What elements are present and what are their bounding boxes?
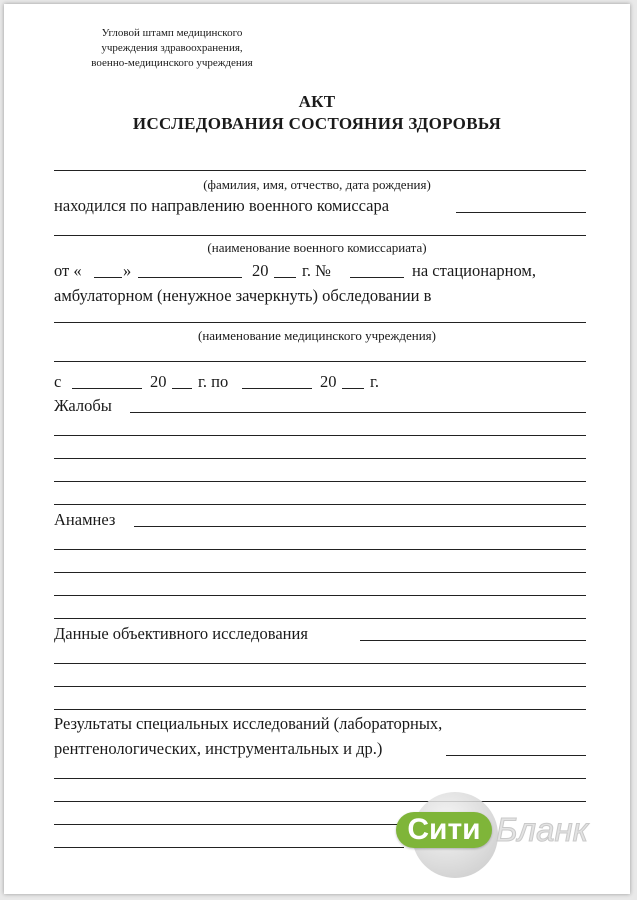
- doc-title: АКТ: [298, 92, 336, 111]
- anamnesis-line-2[interactable]: [54, 549, 586, 550]
- anamnesis-line-3[interactable]: [54, 572, 586, 573]
- special-line-4[interactable]: [54, 824, 404, 825]
- quote-close: »: [123, 261, 132, 280]
- g-no-label: г. №: [302, 261, 331, 280]
- commissariat-caption: (наименование военного комиссариата): [207, 240, 427, 255]
- logo-part-2: Бланк: [496, 811, 589, 848]
- commissar-line[interactable]: [456, 212, 586, 213]
- special-line-2[interactable]: [54, 778, 586, 779]
- g-po-label: г. по: [198, 372, 229, 391]
- objective-line-1[interactable]: [360, 640, 586, 641]
- year-prefix-2: 20: [150, 372, 167, 391]
- year-prefix-3: 20: [320, 372, 337, 391]
- objective-line-4[interactable]: [54, 709, 586, 710]
- special-label-2: рентгенологических, инструментальных и др.): [54, 739, 383, 758]
- stamp-line-2: учреждения здравоохранения,: [101, 42, 243, 54]
- number-field[interactable]: [350, 277, 404, 278]
- sitiblank-logo: [390, 790, 630, 890]
- ambulatory-label: амбулаторном (ненужное зачеркнуть) обследовании в: [54, 286, 432, 305]
- year-prefix-1: 20: [252, 261, 269, 280]
- form-sheet: [4, 4, 630, 894]
- complaints-label: Жалобы: [54, 396, 112, 415]
- s-label: с: [54, 372, 62, 391]
- year-field-1[interactable]: [274, 277, 296, 278]
- anamnesis-line-5[interactable]: [54, 618, 586, 619]
- complaints-line-5[interactable]: [54, 504, 586, 505]
- from-label: от «: [54, 261, 82, 280]
- stamp-line-1: Угловой штамп медицинского: [101, 27, 243, 39]
- special-label-1: Результаты специальных исследований (лабораторных,: [54, 714, 443, 733]
- g-end-label: г.: [370, 372, 380, 391]
- anamnesis-label: Анамнез: [54, 510, 116, 529]
- commissariat-line[interactable]: [54, 235, 586, 236]
- objective-line-2[interactable]: [54, 663, 586, 664]
- objective-line-3[interactable]: [54, 686, 586, 687]
- period-end-field[interactable]: [242, 388, 312, 389]
- month-field[interactable]: [138, 277, 242, 278]
- institution-line[interactable]: [54, 322, 586, 323]
- institution-line-2[interactable]: [54, 361, 586, 362]
- institution-caption: (наименование медицинского учреждения): [198, 328, 436, 343]
- anamnesis-line-4[interactable]: [54, 595, 586, 596]
- period-start-field[interactable]: [72, 388, 142, 389]
- complaints-line-3[interactable]: [54, 458, 586, 459]
- complaints-line-2[interactable]: [54, 435, 586, 436]
- special-line-1[interactable]: [446, 755, 586, 756]
- day-field[interactable]: [94, 277, 122, 278]
- complaints-line-1[interactable]: [130, 412, 586, 413]
- corner-stamp-label: [62, 26, 282, 71]
- logo-part-1: Сити: [396, 812, 492, 848]
- fio-line[interactable]: [54, 170, 586, 171]
- fio-caption: (фамилия, имя, отчество, дата рождения): [203, 177, 431, 192]
- referred-label: находился по направлению военного комиссара: [54, 196, 390, 215]
- special-line-5[interactable]: [54, 847, 404, 848]
- anamnesis-line-1[interactable]: [134, 526, 586, 527]
- stamp-line-3: военно-медицинского учреждения: [91, 57, 253, 69]
- year-field-2[interactable]: [172, 388, 192, 389]
- doc-subtitle: ИССЛЕДОВАНИЯ СОСТОЯНИЯ ЗДОРОВЬЯ: [132, 114, 502, 133]
- complaints-line-4[interactable]: [54, 481, 586, 482]
- objective-label: Данные объективного исследования: [54, 624, 308, 643]
- stationary-label: на стационарном,: [412, 261, 536, 280]
- year-field-3[interactable]: [342, 388, 364, 389]
